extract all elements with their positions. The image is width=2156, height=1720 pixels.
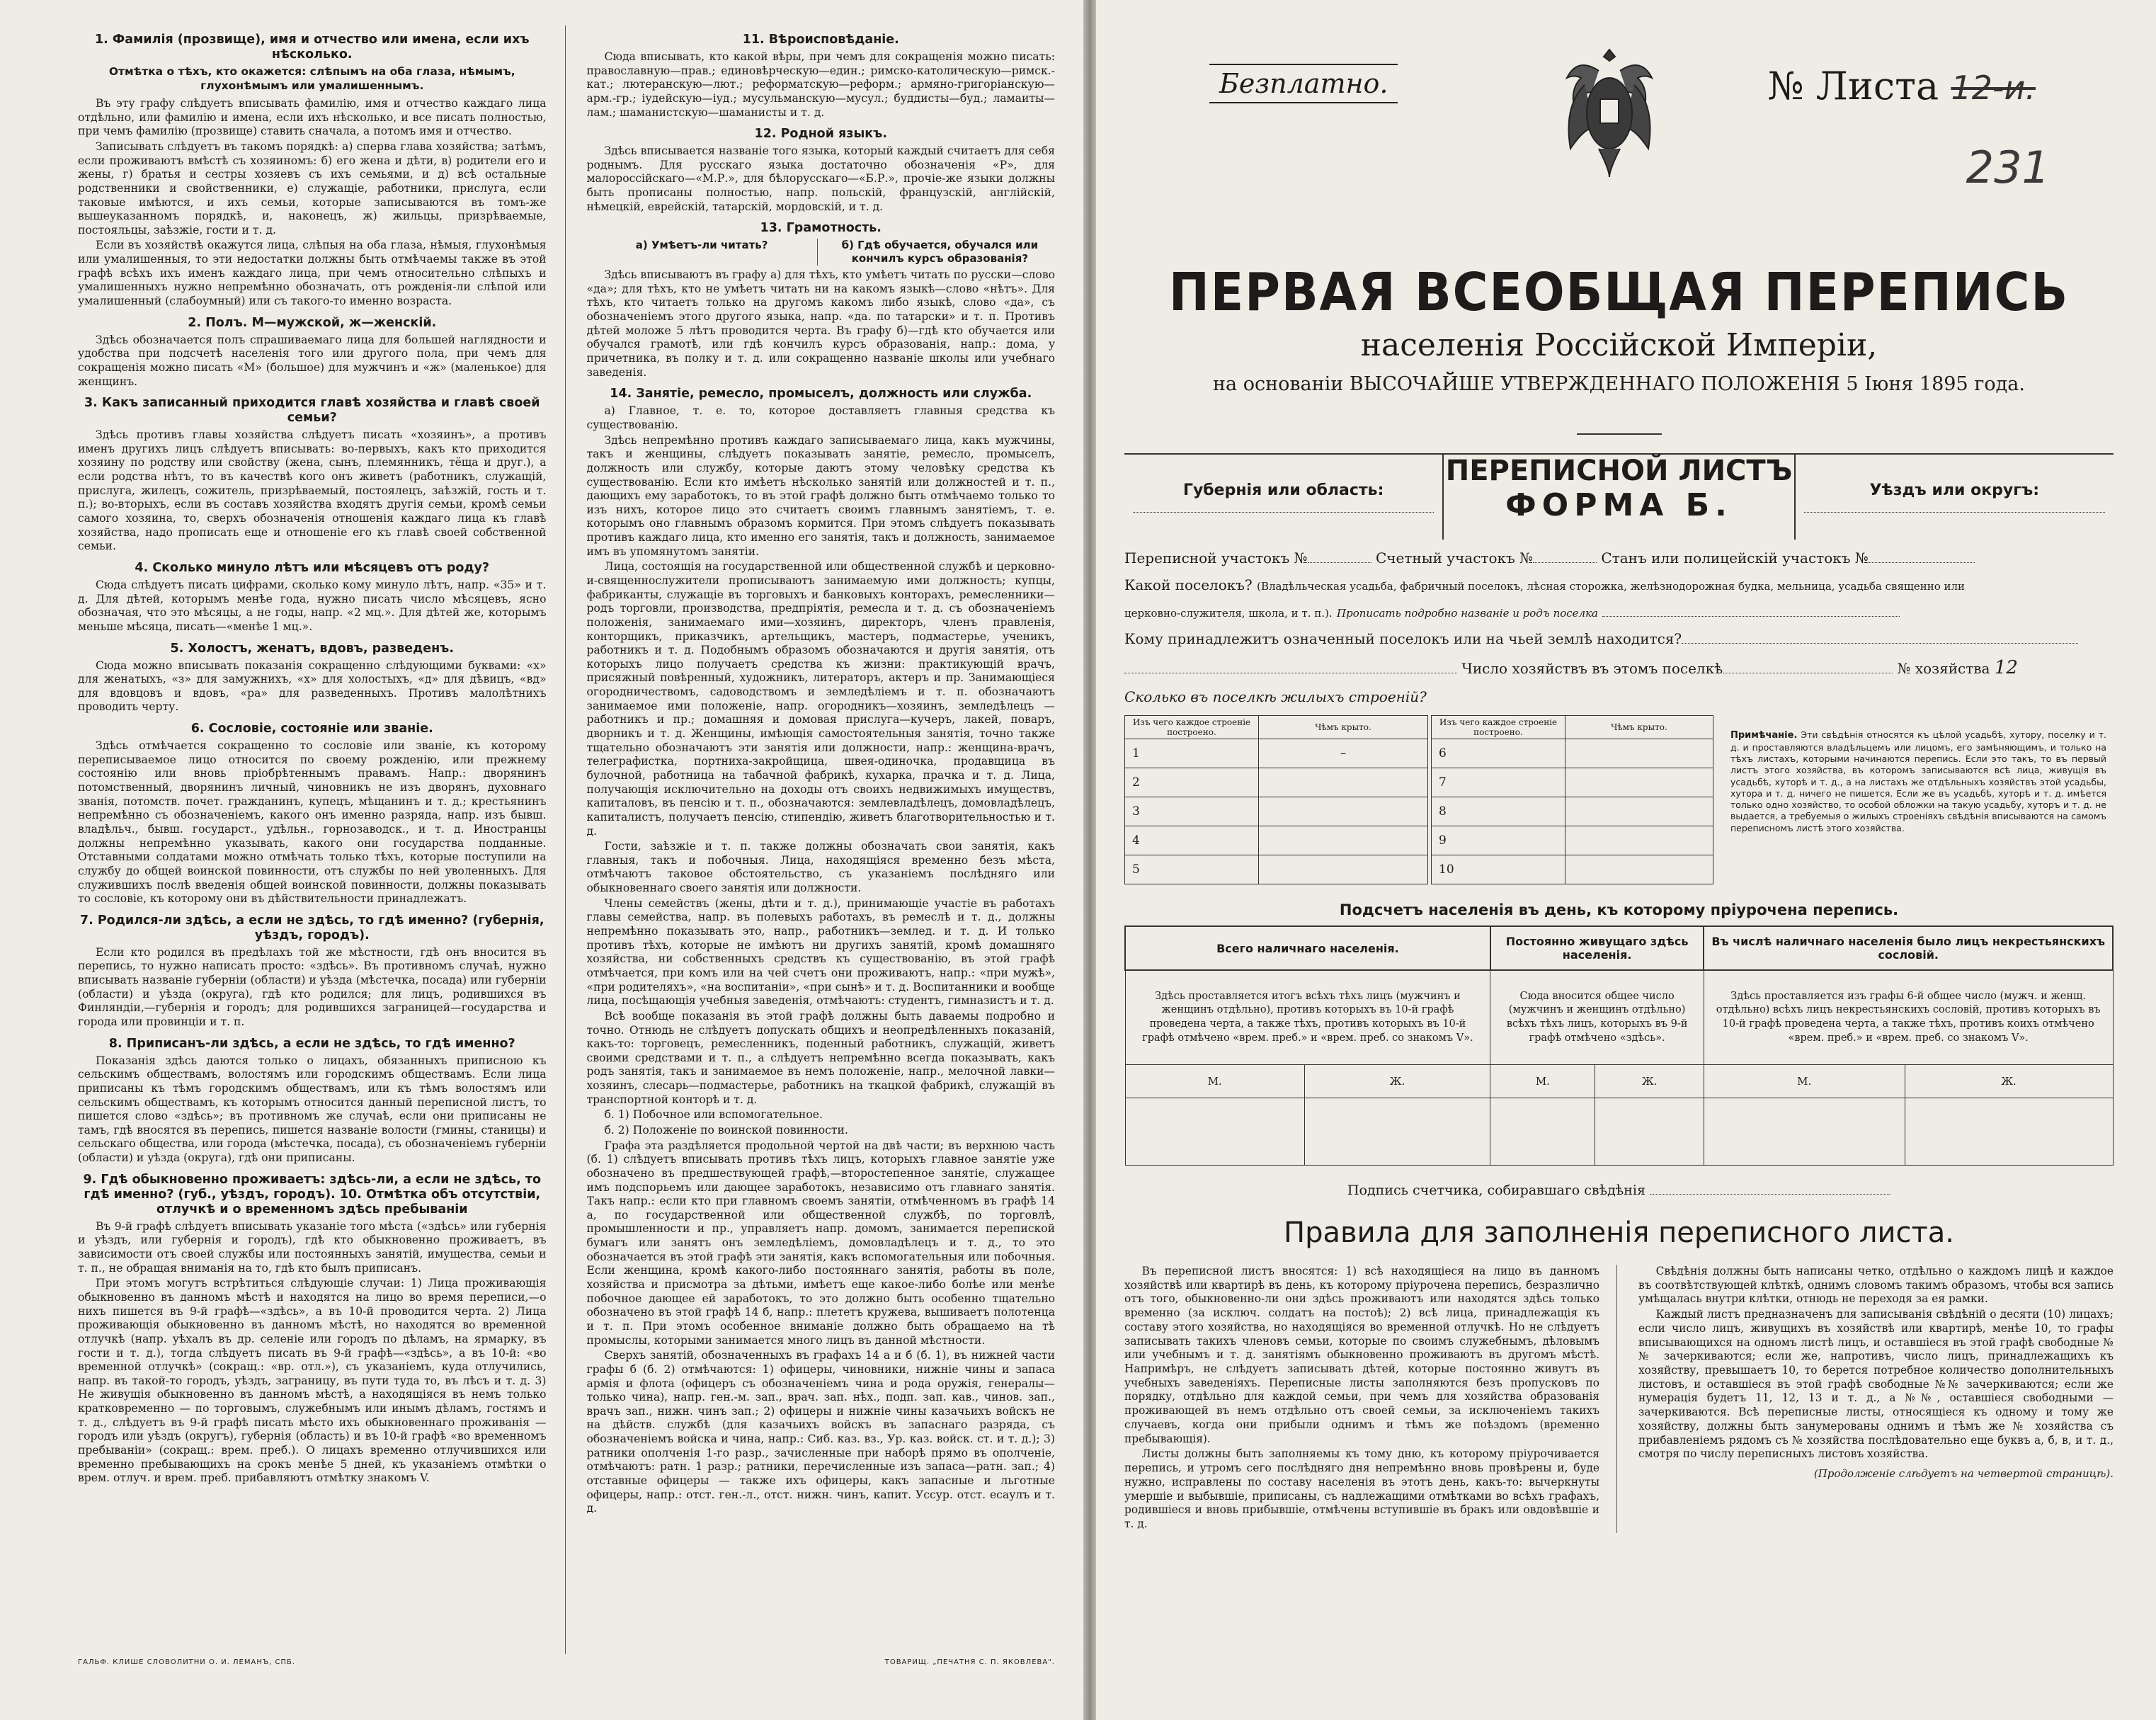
sheet-number [1768,64,2036,108]
section-heading: 4. Сколько минуло лѣтъ или мѣсяцевъ отъ роду? [135,560,490,575]
building-number[interactable]: 9 [1432,826,1565,855]
male-label: М. [1125,1065,1304,1098]
owner-line [1124,630,2114,647]
building-row [1125,797,1428,826]
header-row [1124,42,2114,191]
sheet-label: № Листа [1767,64,1939,108]
building-roof-cell[interactable] [1259,768,1428,797]
subsection-heading: б) Гдѣ обучается, обучался или кончилъ курсъ образованія? [841,239,1039,266]
precinct-line [1124,549,2114,566]
instruction-paragraph: б. 1) Побочное или вспомогательное. [604,1108,823,1122]
instruction-paragraph: Сверхъ занятій, обозначенныхъ въ графахъ 14 а и б (б. 1), въ нижней части графы б (б. 2) отмѣчаются: 1) офицеры, чиновники, нижніе чины и запаса армія и флота (офицеръ съ обозначеніемъ чина и рода оружія, генералы—только чина), напр. ген.-м. зап., врач. зап. нѣх., подп. зап. кав., чинов. зап., врачъ зап., нижн. чинъ зап.; 2) офицеры и нижніе чины казачьихъ войскъ не на дѣйств. службѣ (для казачьихъ войскъ въ запаснаго разряда, съ обозначеніемъ войска и чина, напр.: Сиб. каз. вз., Ур. каз. войск. ст. и т. д.); 3) ратники ополченія 1-го разр., зачисленные при наборѣ прямо въ ополченіе, отмѣчаютъ: ратн. 1 разр.; ратники, перечисленные изъ запаса—ратн. зап.; 4) отставные офицеры — также ихъ офицеры, какъ запасные и льготные офицеры, напр.: отст. ген.-л., отст. нижн. чинъ, капит. Уссур. отст. есаулъ и т. д. [586,1349,1055,1515]
building-number[interactable]: 5 [1125,855,1259,884]
permanent-residents-header: Постоянно живущаго здѣсь населенія. [1490,926,1704,970]
printer-imprint [78,1658,1055,1666]
count-precinct-label: Счетный участокъ № [1375,549,1534,566]
legal-basis: на основаніи ВЫСОЧАЙШЕ УТВЕРЖДЕННАГО ПОЛОЖЕНІЯ 5 Іюня 1895 года. [1213,373,2025,395]
census-precinct-label: Переписной участокъ № [1124,549,1308,566]
settlement-label: Какой поселокъ? [1124,576,1253,593]
right-page [1096,0,2156,1720]
household-number-value: 12 [1994,657,2018,678]
female-label: Ж. [1304,1065,1490,1098]
building-row [1125,826,1428,855]
non-peasant-male-cell[interactable] [1704,1098,1905,1166]
rules-columns [1124,1265,2114,1533]
building-row [1432,797,1713,826]
permanent-female-cell[interactable] [1595,1098,1704,1166]
buildings-table-right [1431,715,1713,884]
rules-column-2 [1638,1265,2114,1533]
section-heading: 8. Приписанъ-ли здѣсь, а если не здѣсь, то гдѣ именно? [108,1036,515,1051]
female-label: Ж. [1905,1065,2113,1098]
imprint-left: ГАЛЬФ. КЛИШЕ СЛОВОЛИТНИ О. И. ЛЕМАНЪ, СПБ. [78,1658,296,1666]
police-precinct-field[interactable] [1869,562,1975,563]
buildings-question [1124,688,2114,705]
district-field[interactable] [1804,512,2105,513]
rule-paragraph: Въ переписной листъ вносятся: 1) всѣ находящіеся на лицо въ данномъ хозяйствѣ или квартирѣ въ день, къ которому пріурочена перепись, безразлично отъ того, обыкновенно-ли они здѣсь проживаютъ или находятся здѣсь только временно (за исключ. солдатъ на постоѣ); 2) всѣ лица, принадлежащія къ составу этого хозяйства, но находящіяся во временной отлучкѣ. Но не слѣдуетъ записывать такихъ членовъ семьи, которые по своимъ служебнымъ, дѣловымъ или учебнымъ и т. д. занятіямъ обыкновенно проживаютъ въ другомъ мѣстѣ. Напримѣръ, не слѣдуетъ записывать дѣтей, которые постоянно живутъ въ учебныхъ заведеніяхъ. Переписные листы заполняются безъ пропусковъ по порядку, отдѣльно для каждой семьи, при чемъ для хозяйства образованія проживающей въ немъ отдѣльно отъ своей семьи, за исключеніемъ такихъ случаевъ, когда они прибыли однимъ и тѣмъ же поѣздомъ (временно пребывающія). [1124,1265,1599,1445]
section-heading: 5. Холостъ, женатъ, вдовъ, разведенъ. [170,641,454,656]
population-count-table [1124,926,2114,1166]
building-roof-cell[interactable] [1565,768,1713,797]
bt-roof-header: Чѣмъ крыто. [1259,716,1428,739]
imprint-right: ТОВАРИЩ. „ПЕЧАТНЯ С. П. ЯКОВЛЕВА". [884,1658,1055,1666]
building-number[interactable]: 7 [1432,768,1565,797]
building-roof-cell[interactable]: – [1259,739,1428,768]
non-peasant-header: Въ числѣ наличнаго населенія было лицъ некрестьянскихъ сословій. [1704,926,2113,970]
note-title: Примѣчаніе. [1730,730,1798,741]
instructions-column-2 [587,25,1056,1654]
instruction-paragraph: Сюда слѣдуетъ писать цифрами, сколько кому минуло лѣтъ, напр. «35» и т. д. Для дѣтей, которымъ менѣе года, нужно писать число мѣсяцевъ, ясно обозначая, что это мѣсяцы, а не годы, напр. «2 мц.». Для дѣтей же, которымъ меньше мѣсяца, писать—«менѣе 1 мц.». [78,578,547,633]
building-number[interactable]: 4 [1125,826,1259,855]
bt-material-header: Изъ чего каждое строеніе построено. [1125,716,1259,739]
instruction-paragraph: Здѣсь вписываютъ въ графу а) для тѣхъ, кто умѣетъ читать по русски—слово «да»; для тѣхъ, кто не умѣетъ читать ни на какомъ языкѣ—слово «нѣтъ». Для тѣхъ, кто читаетъ только на другомъ какомъ либо языкѣ, слово «да», съ обозначеніемъ этого другого языка, напр. «да. по татарски» и т. п. Противъ дѣтей моложе 5 лѣтъ проводится черта. Въ графу б)—гдѣ кто обучается или обучался грамотѣ, или гдѣ кончилъ курсъ образованія, напр.: дома, у причетника, въ полку и т. д. или сокращенно названіе школы или учебнаго заведенія. [586,268,1055,379]
form-title: ПЕРЕПИСНОЙ ЛИСТЪ [1445,455,1793,487]
district-label: Уѣздъ или округъ: [1869,482,2040,499]
section-heading: 1. Фамилія (прозвище), имя и отчество или имена, если ихъ нѣсколько. [94,33,530,62]
total-present-desc: Здѣсь проставляется итогъ всѣхъ тѣхъ лицъ (мужчинъ и женщинъ отдѣльно), противъ которыхъ въ 10-й графѣ проведена черта, а также тѣхъ, противъ которыхъ въ 10-й графѣ отмѣчено «врем. преб.» и «врем. преб. со знакомъ V». [1125,970,1490,1065]
province-cell [1124,455,1444,540]
instruction-paragraph: При этомъ могутъ встрѣтиться слѣдующіе случаи: 1) Лица проживающія обыкновенно въ данномъ мѣстѣ и находятся на лицо во время переписи,—о нихъ пишется въ 9-й графѣ—«здѣсь», а въ 10-й проводится черта. 2) Лица проживающія обыкновенно въ данномъ мѣстѣ, но находятся во временной отлучкѣ (напр. уѣхалъ въ др. селеніе или городъ по дѣламъ, на ярмарку, въ гости и т. д.), тогда слѣдуетъ писать въ 9-й графѣ—«здѣсь», а въ 10-й: «во временной отлучкѣ» (сокращ.: «вр. отл.»), съ указаніемъ, куда отлучились, напр. въ такой-то городъ, уѣздъ, заграницу, въ пути туда то, въ лѣсъ и т. д. 3) Не живущія обыкновенно въ данномъ мѣстѣ, а находящіяся въ немъ только кратковременно — по торговымъ, служебнымъ или инымъ дѣламъ, гостямъ и т. д., слѣдуетъ въ 9-й графѣ писать мѣсто ихъ обыкновеннаго проживанія — городъ или уѣздъ (округъ), губернія (область) и въ 10-й графѣ «во временномъ пребываніи» (сокращ.: врем. преб.). О лицахъ временно отлучившихся или временно пребывающихъ на срокъ менѣе 5 дней, къ указаніемъ отмѣтки о врем. отлуч. и врем. преб. прибавляютъ отмѣтку знакомъ V. [78,1277,547,1485]
instruction-paragraph: Здѣсь непремѣнно противъ каждаго записываемаго лица, какъ мужчины, такъ и женщины, слѣдуетъ показывать занятіе, ремесло, промыселъ, должность или службу, которые даютъ этому человѣку средства къ существованію. Если кто имѣетъ нѣсколько занятій или должностей и т. п., дающихъ ему заработокъ, то въ этой графѣ должно быть отмѣчаемо только то изъ нихъ, которое лицо это считаетъ своимъ главнымъ занятіемъ, т. е. которымъ оно главнымъ образомъ кормится. При этомъ слѣдуетъ показывать противъ каждаго лица, кто именно его занятія, такъ и должность, занимаемое имъ въ упомянутомъ занятіи. [586,433,1055,558]
book-spine [1083,0,1096,1720]
signature-label: Подпись счетчика, собиравшаго свѣдѣнія [1347,1183,1645,1198]
instruction-columns [78,25,1055,1654]
rules-column-1 [1124,1265,1617,1533]
instruction-paragraph: Сюда можно вписывать показанія сокращенно слѣдующими буквами: «х» для женатыхъ, «з» для замужнихъ, «х» для холостыхъ, «д» для дѣвицъ, «вд» для вдовцовъ и вдовъ, «ра» для разведенныхъ. Противъ малолѣтнихъ проводить черту. [78,659,547,714]
household-line [1124,657,2114,678]
male-label: М. [1704,1065,1905,1098]
bt-material-header-2: Изъ чего каждое строеніе построено. [1432,716,1565,739]
double-headed-eagle-emblem [1556,42,1662,184]
instruction-paragraph: б. 2) Положеніе по воинской повинности. [604,1123,848,1137]
section-heading: 14. Занятіе, ремесло, промыселъ, должность или служба. [610,387,1032,401]
building-number[interactable]: 3 [1125,797,1259,826]
divider [1577,433,1662,435]
buildings-section [1124,715,2114,884]
continuation-note: (Продолженіе слѣдуетъ на четвертой страницѣ). [1813,1467,2114,1481]
instruction-paragraph: Здѣсь вписывается названіе того языка, который каждый считаетъ для себя роднымъ. Для русскаго языка достаточно обозначенія «Р», для малороссійскаго—«М.Р.», для бѣлорусскаго—«Б.Р.», прочіе-же языки должны быть прописаны полностью, напр. польскій, французскій, англійскій, нѣмецкій, еврейскій, татарскій, мордовскій, и т. д. [586,144,1055,213]
instruction-paragraph: Записывать слѣдуетъ въ такомъ порядкѣ: а) сперва глава хозяйства; затѣмъ, если проживаютъ вмѣстѣ съ хозяиномъ: б) его жена и дѣти, в) родители его и жены, г) братья и сестры хозяевъ съ ихъ семьями, и д) всѣ остальные родственники и свойственники, е) служащіе, работники, прислуга, если таковые имѣются, и ихъ семьи, которые записываются въ томъ-же вышеуказанномъ порядкѣ, и, наконецъ, ж) жильцы, призрѣваемые, постояльцы, заѣзжіе, гости и т. д. [78,139,547,237]
note-text: Эти свѣдѣнія относятся къ цѣлой усадьбѣ, хутору, поселку и т. д. и проставляются владѣльцемъ или лицомъ, его замѣняющимъ, и только на тѣхъ листахъ, которыми начинаются перепись. Если это такъ, то въ первый листъ этого хозяйства, въ которомъ записываются всѣ лица, живущія въ усадьбѣ, хуторѣ и т. д., а на листахъ же отдѣльныхъ хозяйствъ этой усадьбы, хутора и т. д. ничего не пишется. Если же въ усадьбѣ, хуторѣ и т. д. имѣется только одно хозяйство, то особой обложки на такую усадьбу, хуторъ и т. д. не выдается, а требуемыя о жилыхъ строеніяхъ свѣдѣнія вписываются на самомъ переписномъ листѣ этого хозяйства. [1730,729,2106,833]
instruction-paragraph: Въ эту графу слѣдуетъ вписывать фамилію, имя и отчество каждаго лица отдѣльно, или фамилію и имена, если ихъ нѣсколько, и все писать полностью, при чемъ фамилію (прозвище) ставить сначала, а потомъ имя и отчество. [78,97,547,138]
instruction-paragraph: Здѣсь отмѣчается сокращенно то сословіе или званіе, къ которому переписываемое лицо относится по своему рожденію, или прежнему состоянію или вновь пріобрѣтеннымъ правамъ. Напр.: дворянинъ потомственный, дворянинъ личный, чиновникъ не изъ дворянъ, духовнаго званія, потомств. почет. гражданинъ, купецъ, мѣщанинъ и т. д.; крестьянинъ непремѣнно съ обозначеніемъ, какого онъ именно разряда, напр. изъ бывш. владѣльч., бывш. государст., удѣльн., горнозаводск., и т. д. Иностранцы должны непремѣнно указывать, какого они государства подданные. Отставными солдатами можно отмѣчать только тѣхъ, которые поступили на службу до общей воинской повинности, отъ службы по ней уволенныхъ. Для служившихъ послѣ введенія общей воинской повинности, должны показывать то сословіе, къ которому они въ дѣйствительности принадлежатъ. [78,739,547,906]
count-heading: Подсчетъ населенія въ день, къ которому пріурочена перепись. [1339,901,1899,918]
total-male-cell[interactable] [1125,1098,1304,1166]
building-number[interactable]: 2 [1125,768,1259,797]
section-heading: 7. Родился-ли здѣсь, а если не здѣсь, то гдѣ именно? (губернія, уѣздъ, городъ). [79,913,544,942]
building-number[interactable]: 10 [1432,855,1565,884]
building-roof-cell[interactable] [1259,826,1428,855]
settlement-examples: (Владѣльческая усадьба, фабричный поселокъ, лѣсная сторожка, желѣзнодорожная будка, мельница, усадьба священно или [1257,580,1966,593]
building-number[interactable]: 1 [1125,739,1259,768]
instructions-column-1 [78,25,566,1654]
free-label: Безплатно. [1209,64,1398,103]
building-row [1432,768,1713,797]
female-label: Ж. [1595,1065,1704,1098]
building-roof-cell[interactable] [1565,855,1713,884]
building-row [1125,855,1428,884]
instruction-paragraph: Сюда вписывать, кто какой вѣры, при чемъ для сокращенія можно писать: православную—прав.; единовѣрческую—един.; римско-католическую—римск.-кат.; лютеранскую—лют.; реформатскую—реформ.; армяно-григоріанскую—арм.-гр.; іудейскую—іуд.; мусульманскую—мусул.; буддисты—буд.; ламаиты—лам.; шаманистскую—шаманисты и т. д. [586,50,1055,119]
settlement-line-2 [1124,603,2114,620]
section-heading: 6. Сословіе, состояніе или званіе. [190,722,433,736]
police-precinct-label: Станъ или полицейскій участокъ № [1601,549,1869,566]
building-row [1125,739,1428,768]
settlement-examples-cont: церковно-служителя, школа, и т. п.). [1124,607,1333,620]
census-precinct-field[interactable] [1308,562,1371,563]
form-title-cell [1444,455,1793,540]
building-roof-cell[interactable] [1259,797,1428,826]
instruction-paragraph: Члены семействъ (жены, дѣти и т. д.), принимающіе участіе въ работахъ главы семейства, напр. въ полевыхъ работахъ, въ ремеслѣ и т. д., должны непремѣнно показывать это, напр., работникъ—землед. и т. д. И только противъ тѣхъ, которые не имѣютъ ни другихъ занятій, кромѣ домашняго хозяйства, ни собственныхъ средствъ къ существованію, въ этой графѣ отмѣчается, при комъ или на чей счетъ они проживаютъ, напр.: «при мужѣ», «при родителяхъ», «на воспитаніи», «при сынѣ» и т. д. Воспитанники и вообще лица, посѣщающія учебныя заведенія, отмѣчаютъ: студентъ, гимназистъ и т. д. [586,896,1055,1008]
instruction-paragraph: Здѣсь противъ главы хозяйства слѣдуетъ писать «хозяинъ», а противъ именъ другихъ лицъ слѣдуетъ вписывать: во-первыхъ, какъ кто приходится хозяину по родству или свойству (жена, сынъ, племянникъ, тёща и друг.), а если родства нѣтъ, то въ качествѣ кого онъ живетъ (работникъ, служащій, прислуга, жилецъ, сожитель, призрѣваемый, постоялецъ, заѣзжій, гость и т. п.); во-вторыхъ, если въ составъ хозяйства входятъ другія семьи, кромѣ семьи самого хозяина, то, сверхъ обозначенія отношенія каждаго лица къ главѣ хозяйства, надо прописать еще и отношеніе его къ главѣ своей собственной семьи. [78,428,547,553]
permanent-residents-desc: Сюда вносится общее число (мужчинъ и женщинъ отдѣльно) всѣхъ тѣхъ лицъ, которыхъ въ 9-й графѣ отмѣчено «здѣсь». [1490,970,1704,1065]
form-header-row [1124,453,2114,540]
section-heading: 3. Какъ записанный приходится главѣ хозяйства и главѣ своей семьи? [84,396,540,426]
subsection-split [587,239,1056,266]
instruction-paragraph: Лица, состоящія на государственной или общественной службѣ и церковно-и-священнослужители прописываютъ занимаемую ими должность; купцы, фабриканты, служащіе въ торговыхъ и банковыхъ конторахъ, ремесленники—родъ торговли, производства, предпріятія, ремесла и т. д. съ обозначеніемъ положенія, занимаемаго ими—хозяинъ, директоръ, членъ правленія, конторщикъ, приказчикъ, артельщикъ, мастеръ, подмастерье, ученикъ, работникъ и т. д. Подобнымъ образомъ обозначаются и другія занятія, отъ которыхъ лицо получаетъ средства къ жизни: практикующій врачъ, присяжный повѣренный, художникъ, литераторъ, актеръ и пр. Занимающіеся огородничествомъ, садоводствомъ и земледѣліемъ и т. п. обозначаютъ занимаемое ими положеніе, напр. огородникъ—хозяинъ, земледѣлецъ — работникъ и пр.; домашняя и домовая прислуга—кучеръ, лакей, поваръ, дворникъ и т. д. Женщины, имѣющія самостоятельныя занятія, точно также тщательно обозначаютъ эти занятія или должности, напр.: женщина-врачъ, телеграфистка, портниха-закройщица, швея-одиночка, продавщица въ булочной, работница на табачной фабрикѣ, кухарка, прачка и т. д. Лица, получающія исключительно на доходы отъ своихъ недвижимыхъ имуществъ, капиталовъ, въ пенсію и т. п., обозначаются: землевладѣлецъ, домовладѣлецъ, капиталистъ, получаетъ пенсію, стипендію, живетъ благотворительностью и т. д. [586,560,1055,838]
subsection-heading: а) Умѣетъ-ли читать? [587,239,818,266]
signature-line [1124,1183,2114,1198]
section-heading: 11. Вѣроисповѣданіе. [742,33,899,47]
building-roof-cell[interactable] [1259,855,1428,884]
instruction-paragraph: Въ 9-й графѣ слѣдуетъ вписывать указаніе того мѣста («здѣсь» или губернія и уѣздъ, или губернія и городъ), гдѣ кто обыкновенно проживаетъ, въ зависимости отъ своей службы или постоянныхъ занятій, имущества, семьи и т. п., не обращая вниманія на то, гдѣ кто былъ приписанъ. [78,1219,547,1275]
section-heading: 2. Полъ. М—мужской, ж—женскій. [188,315,437,330]
total-present-header: Всего наличнаго населенія. [1125,926,1490,970]
total-female-cell[interactable] [1304,1098,1490,1166]
instruction-paragraph: Здѣсь обозначается полъ спрашиваемаго лица для большей наглядности и удобства при подсчетѣ населенія того или другого пола, при чемъ для сокращенія можно писать «М» (большое) для мужчинъ и «ж» (маленькое) для женщинъ. [78,333,547,388]
instruction-paragraph: а) Главное, т. е. то, которое доставляетъ главныя средства къ существованію. [586,404,1055,431]
count-precinct-field[interactable] [1533,562,1597,563]
rules-heading: Правила для заполненія переписного листа. [1284,1217,1954,1249]
building-row [1432,855,1713,884]
rule-paragraph: Каждый листъ предназначенъ для записыванія свѣдѣній о десяти (10) лицахъ; если число лицъ, живущихъ въ хозяйствѣ или квартирѣ, менѣе 10, то графы вписывающихся на одномъ листѣ лицъ, и оставшіеся въ этой графѣ свободные №№ зачеркиваются; если же, напротивъ, число лицъ, принадлежащихъ къ хозяйству, превышаетъ 10, то берется потребное количество дополнительныхъ листовъ, и оставшіеся въ этой графѣ свободные №№ зачеркиваются; если же нумерація будетъ 11, 12, 13 и т. д., а №№, оставшіеся свободными — зачеркиваются. Всѣ переписные листы, относящіеся къ одному и тому же хозяйству, должны быть занумерованы однимъ и тѣмъ же № хозяйства съ прибавленіемъ рядомъ съ № хозяйства послѣдовательно еще буквъ а, б, в, и т. д., смотря по числу переписныхъ листовъ хозяйства. [1638,1308,2114,1461]
permanent-male-cell[interactable] [1490,1098,1595,1166]
building-row [1125,768,1428,797]
building-row [1432,739,1713,768]
signature-field[interactable] [1650,1194,1890,1195]
building-roof-cell[interactable] [1565,797,1713,826]
census-subtitle: населенія Россійской Имперіи, [1360,327,1878,363]
buildings-label: Сколько въ поселкѣ жилыхъ строеній? [1124,688,1427,705]
households-count-label: Число хозяйствъ въ этомъ поселкѣ [1461,660,1723,677]
district-cell [1794,455,2114,540]
province-label: Губернія или область: [1182,482,1384,499]
buildings-note [1713,715,2114,884]
non-peasant-female-cell[interactable] [1905,1098,2113,1166]
census-title: ПЕРВАЯ ВСЕОБЩАЯ ПЕРЕПИСЬ [1168,262,2070,323]
settlement-line [1124,576,2114,593]
settlement-instruction: Прописать подробно названіе и родъ поселка [1337,607,1598,620]
building-number[interactable]: 8 [1432,797,1565,826]
building-roof-cell[interactable] [1565,739,1713,768]
sheet-number-handwritten: 12-и. [1951,69,2036,107]
archive-number: 231 [1966,142,2050,193]
instruction-paragraph: Если въ хозяйствѣ окажутся лица, слѣпыя на оба глаза, нѣмыя, глухонѣмыя или умалишенныя, то эти недостатки должны быть отмѣчаемы также въ этой графѣ всѣхъ ихъ именъ каждаго лица, при чемъ относительно слѣпыхъ и умалишенныхъ нужно непремѣнно обозначать, отъ рожденія-ли слѣпой или умалишенный (слабоумный) или съ такого-то именно возраста. [78,239,547,307]
instruction-paragraph: Показанія здѣсь даются только о лицахъ, обязанныхъ приписною къ сельскимъ обществамъ, волостямъ или городскимъ обществамъ. Если лица приписаны къ тѣмъ городскимъ обществамъ, или къ тѣмъ волостямъ или сельскимъ обществамъ, къ которымъ относится данный переписной листъ, то пишется слово «здѣсь»; въ противномъ же случаѣ, если они приписаны не тамъ, гдѣ вносятся въ перепись, пишется названіе волости (гмины, станицы) и сельскаго общества, или города (мѣстечка, посада), съ обозначеніемъ губерніи (области) и уѣзда (округа), гдѣ они приписаны. [78,1054,547,1165]
non-peasant-desc: Здѣсь проставляется изъ графы 6-й общее число (мужч. и женщ. отдѣльно) всѣхъ лицъ некрестьянскихъ сословій, противъ которыхъ въ 10-й графѣ проведена черта, а также тѣхъ, противъ коихъ отмѣчено «врем. преб.» и «врем. преб. со знакомъ V». [1704,970,2113,1065]
section-note: Отмѣтка о тѣхъ, кто окажется: слѣпымъ на оба глаза, нѣмымъ, глухонѣмымъ или умалишеннымъ. [108,65,515,92]
rule-paragraph: Листы должны быть заполняемы къ тому дню, къ которому пріурочивается перепись, и утромъ сего послѣдняго дня непремѣнно вновь провѣрены и, буде нужно, исправлены по составу населенія въ этотъ день, какъ-то: вычеркнуты умершіе и выбывшіе, приписаны, съ надлежащими отмѣтками во всѣхъ графахъ, родившіеся и вновь прибывшіе, отмѣчены вступившіе въ бракъ или овдовѣвшіе и т. д. [1124,1447,1599,1530]
buildings-table-left [1124,715,1428,884]
province-field[interactable] [1133,512,1434,513]
settlement-field[interactable] [1602,616,1900,617]
male-label: М. [1490,1065,1595,1098]
owner-field[interactable] [1682,643,2078,644]
instruction-paragraph: Гости, заѣзжіе и т. п. также должны обозначать свои занятія, какъ главныя, такъ и побочныя. Лица, находящіяся временно безъ мѣста, отмѣчаютъ таковое обстоятельство, съ указаніемъ послѣдняго или обыкновеннаго своего занятія или должности. [586,840,1055,895]
household-number-label: № хозяйства [1897,660,1990,677]
rule-paragraph: Свѣдѣнія должны быть написаны четко, отдѣльно о каждомъ лицѣ и каждое въ соотвѣтствующей клѣткѣ, однимъ словомъ такимъ образомъ, чтобы вся запись умѣщалась внутри клѣтки, отнюдь не переходя за ея рамки. [1638,1265,2114,1306]
form-subtitle: ФОРМА Б. [1505,487,1733,523]
building-number[interactable]: 6 [1432,739,1565,768]
instruction-paragraph: Графа эта раздѣляется продольной чертой на двѣ части; въ верхнюю часть (б. 1) слѣдуетъ вписывать противъ тѣхъ лицъ, которыхъ главное занятіе уже обозначено въ предшествующей графѣ,—второстепенное занятіе, служащее имъ подспорьемъ или дающее заработокъ, независимо отъ главнаго занятія. Такъ напр.: если кто при главномъ своемъ занятіи, отмѣченномъ въ графѣ 14 а, по государственной или общественной службѣ, по торговлѣ, промышленности и пр., управляетъ напр. домомъ, занимается перепиской бумагъ или занятъ онъ земледѣліемъ, домовладѣлецъ и т. д., то это обозначается въ этой графѣ эти занятія, какъ вспомогательныя или побочныя. Если женщина, кромѣ какого-либо постояннаго занятія, работы въ поле, хозяйства и присмотра за дѣтьми, имѣетъ еще какое-либо болѣе или менѣе побочное дающее ей заработокъ, то это должно быть особенно тщательно обозначено въ этой графѣ 14 б, напр.: плететъ кружева, вышиваетъ полотенца и т. п. При этомъ особенное вниманіе должно быть обращаемо на тѣ промыслы, которыми занимается много лицъ въ данной мѣстности. [586,1139,1055,1347]
owner-label: Кому принадлежитъ означенный поселокъ или на чьей землѣ находится? [1124,630,1682,647]
instruction-paragraph: Всѣ вообще показанія въ этой графѣ должны быть даваемы подробно и точно. Отнюдь не слѣдуетъ допускать общихъ и неопредѣленныхъ показаній, какъ-то: торговецъ, ремесленникъ, поденный работникъ, служащій, живетъ своими средствами и т. п., а слѣдуетъ непремѣнно всегда показывать, какъ родъ занятія, такъ и занимаемое въ немъ положеніе, напр., мелочной лавки—хозяинъ, слесарь—подмастерье, работникъ на ткацкой фабрикѣ, служащій въ транспортной конторѣ и т. д. [586,1009,1055,1106]
building-roof-cell[interactable] [1565,826,1713,855]
building-row [1432,826,1713,855]
instruction-paragraph: Если кто родился въ предѣлахъ той же мѣстности, гдѣ онъ вносится въ перепись, то нужно написать просто: «здѣсь». Въ противномъ случаѣ, нужно вписывать названіе губерніи (области) и уѣзда (мѣстечка, посада) или губерніи (области) и уѣзда (округа), гдѣ кто родился; для лицъ, родившихся въ Финляндіи,—губернія и городъ; для родившихся заграницей—государства и города или провинціи и т. п. [78,945,547,1028]
section-heading: 9. Гдѣ обыкновенно проживаетъ: здѣсь-ли, а если не здѣсь, то гдѣ именно? (губ., уѣздъ, городъ). 10. Отмѣтка объ отсутствіи, отлучкѣ и о временномъ здѣсь пребываніи [83,1172,542,1217]
bt-roof-header-2: Чѣмъ крыто. [1565,716,1713,739]
section-heading: 12. Родной языкъ. [754,127,887,142]
section-heading: 13. Грамотность. [760,221,882,236]
